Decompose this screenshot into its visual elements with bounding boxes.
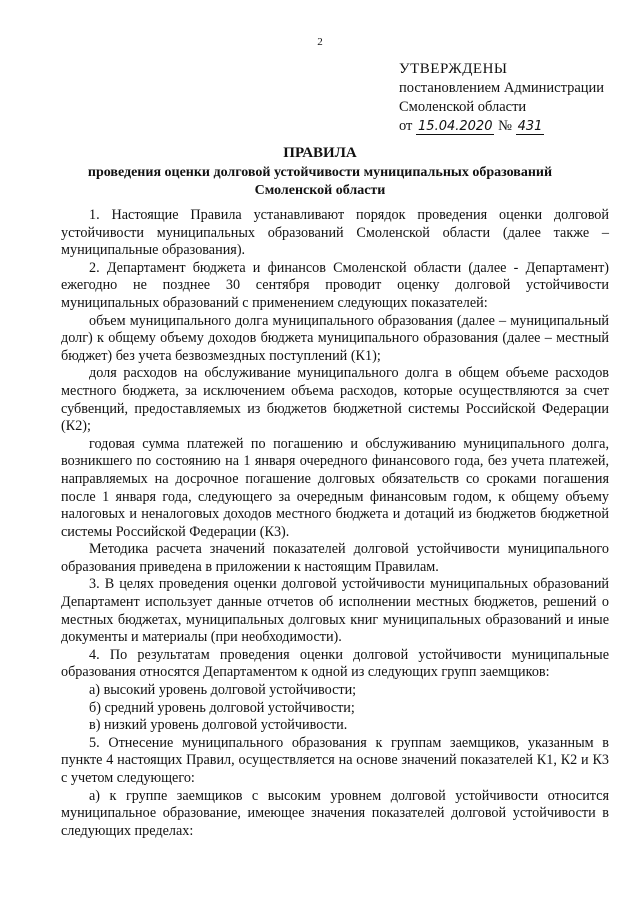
document-subtitle: проведения оценки долговой устойчивости муниципальных образований Смоленской области <box>87 165 553 198</box>
group-c: в) низкий уровень долговой устойчивости. <box>89 717 348 734</box>
approval-date: 15.04.2020 <box>418 119 493 134</box>
approval-stamp <box>399 60 604 136</box>
date-prefix: от <box>399 118 413 134</box>
group-a: а) высокий уровень долговой устойчивости; <box>89 682 357 699</box>
indicator-k1: объем муниципального долга муниципального образования (далее – муниципальный долг) к общему объему доходов бюджета муниципального образования (далее – местный бюджет) без учета безвозмездных поступлений (К1); <box>61 312 609 364</box>
paragraph-4: 4. По результатам проведения оценки долговой устойчивости муниципальные образования относятся Департаментом к одной из следующих групп заемщиков: <box>61 646 609 681</box>
approval-number: 431 <box>517 119 543 134</box>
approval-line-2: Смоленской области <box>399 99 527 115</box>
document-body <box>61 207 609 840</box>
number-prefix: № <box>498 118 512 134</box>
approval-title: УТВЕРЖДЕНЫ <box>399 61 508 77</box>
paragraph-5a: а) к группе заемщиков с высоким уровнем долговой устойчивости относится муниципальное образование, имеющее значения показателей долговой устойчивости в следующих пределах: <box>61 787 609 839</box>
indicator-k3: годовая сумма платежей по погашению и обслуживанию муниципального долга, возникшего по состоянию на 1 января очередного финансового года, без учета платежей, направляемых на досрочное погашение долговых обязательств со сроками погашения после 1 января года, следующего за очередным финансовым годом, к общему объему налоговых и неналоговых доходов местного бюджета и дотаций из бюджетов бюджетной системы Российской Федерации (К3). <box>61 435 609 540</box>
group-b: б) средний уровень долговой устойчивости; <box>89 699 355 716</box>
paragraph-1: 1. Настоящие Правила устанавливают порядок проведения оценки долговой устойчивости муниципальных образований Смоленской области (далее также – муниципальные образования). <box>61 207 609 259</box>
approval-line-1: постановлением Администрации <box>399 80 605 96</box>
indicator-k2: доля расходов на обслуживание муниципального долга в общем объеме расходов местного бюджета, за исключением объема расходов, которые осуществляются за счет субвенций, предоставляемых из бюджетов бюджетной системы Российской Федерации (К2); <box>61 365 609 435</box>
methodology-note: Методика расчета значений показателей долговой устойчивости муниципального образования приведена в приложении к настоящим Правилам. <box>61 541 609 575</box>
paragraph-5: 5. Отнесение муниципального образования к группам заемщиков, указанным в пункте 4 настоящих Правил, осуществляется на основе значений показателей К1, К2 и К3 с учетом следующего: <box>61 734 609 786</box>
page-number: 2 <box>317 36 323 48</box>
approval-date-line <box>399 117 604 136</box>
paragraph-3: 3. В целях проведения оценки долговой устойчивости муниципальных образований Департамент использует данные отчетов об исполнении местных бюджетов, решений о местных бюджетах, муниципальных долговых книг муниципальных образований и иные документы и материалы (при необходимости). <box>61 576 609 646</box>
document-title: ПРАВИЛА <box>283 145 357 161</box>
paragraph-2: 2. Департамент бюджета и финансов Смоленской области (далее - Департамент) ежегодно не позднее 30 сентября проводит оценку долговой устойчивости муниципальных образований с применением следующих показателей: <box>61 259 609 311</box>
